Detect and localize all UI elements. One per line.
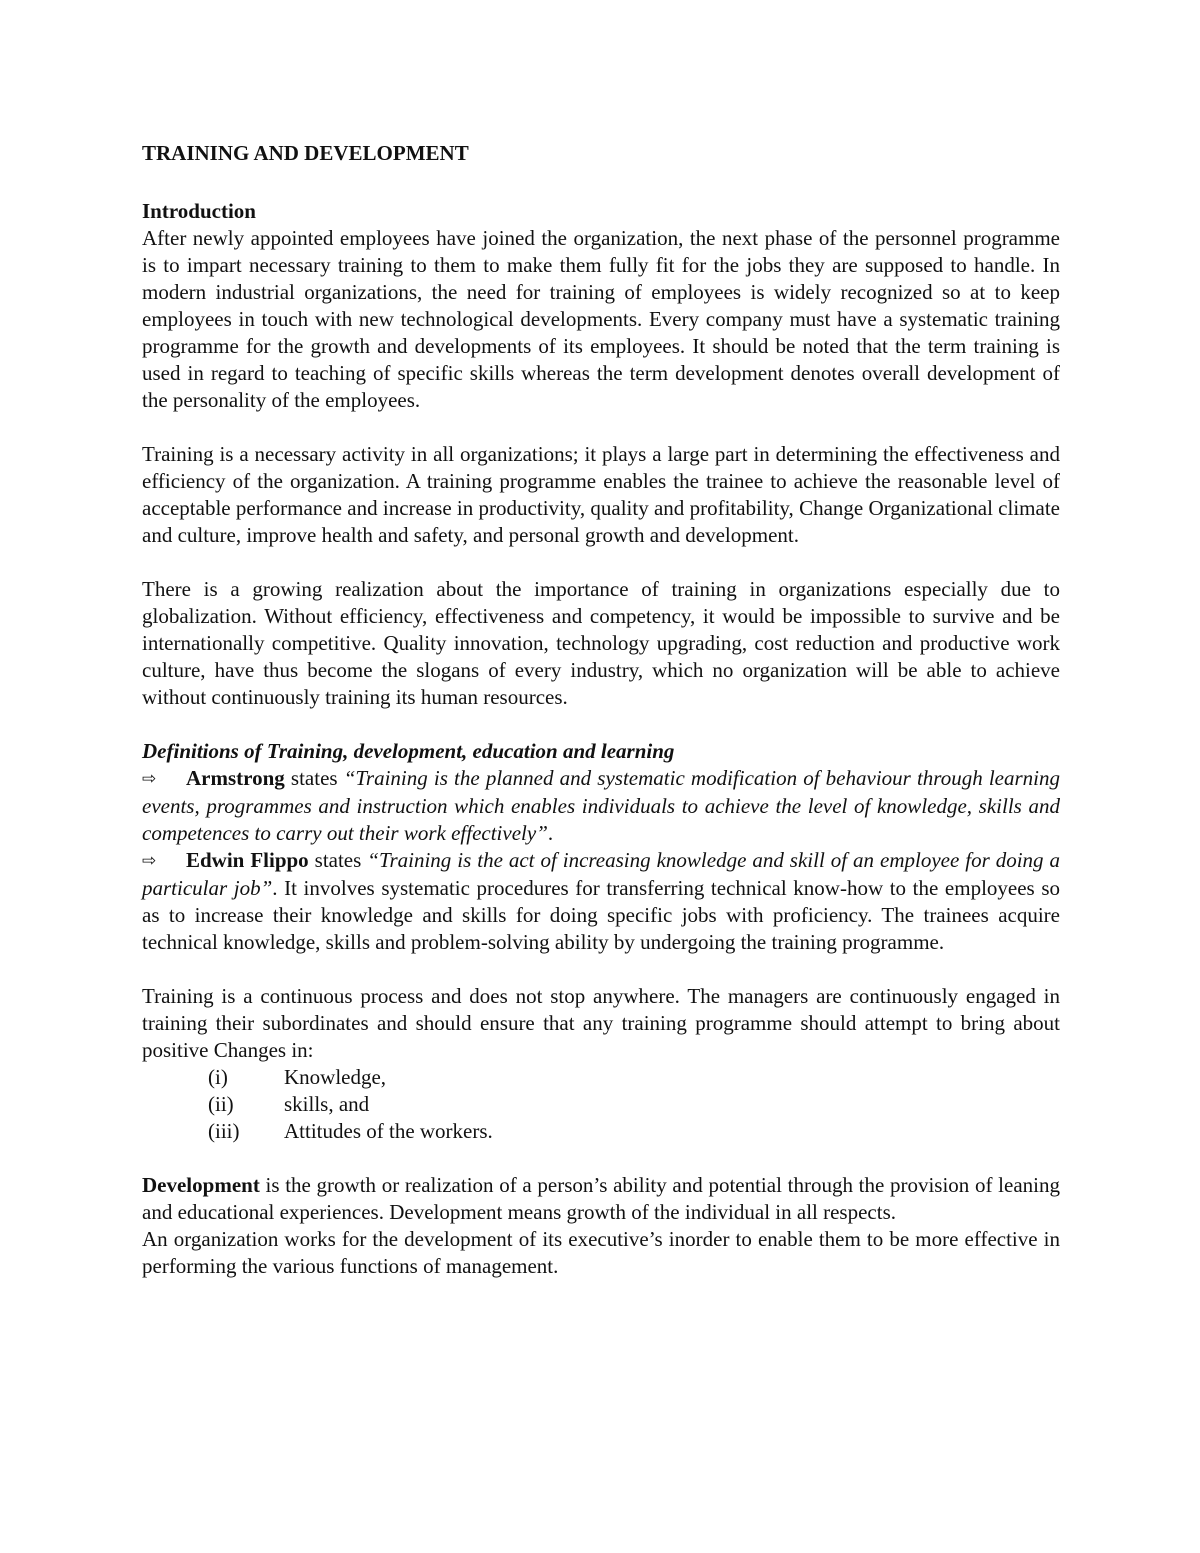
- changes-list: [142, 1064, 1060, 1145]
- list-marker: (ii): [208, 1092, 234, 1116]
- document-page: [142, 140, 1060, 1280]
- list-item-text: Attitudes of the workers.: [284, 1119, 493, 1143]
- definition-armstrong: [142, 765, 1060, 847]
- definition-verb: states: [284, 766, 344, 790]
- introduction-paragraph: After newly appointed employees have joined the organization, the next phase of the personnel programme is to impart necessary training to them to make them fully fit for the jobs they are supposed to handle. In modern industrial organizations, the need for training of employees is widely recognized so at to keep employees in touch with new technological developments. Every company must have a systematic training programme for the growth and developments of its employees. It should be noted that the term training is used in regard to teaching of specific skills whereas the term development denotes overall development of the personality of the employees.: [142, 226, 1060, 412]
- paragraph-spacer: [142, 549, 1060, 576]
- definition-quote: “Training is the act of increasing knowledge and skill of an employee for doing a particular job”: [142, 848, 1061, 900]
- definition-flippo: [142, 847, 1060, 956]
- introduction-heading: Introduction: [142, 199, 256, 223]
- definition-quote: “Training is the planned and systematic modification of behaviour through learning events, programmes and instruction which enables individuals to achieve the level of knowledge, skills and competences to carry out their work effectively”: [142, 766, 1061, 845]
- development-paragraph: [142, 1172, 1060, 1226]
- paragraph-spacer: [142, 956, 1060, 983]
- list-item: [142, 1091, 1060, 1118]
- training-necessity-paragraph: Training is a necessary activity in all organizations; it plays a large part in determining the effectiveness and efficiency of the organization. A training programme enables the trainee to achieve the reasonable level of acceptable performance and increase in productivity, quality and profitability, Change Organizational climate and culture, improve health and safety, and personal growth and development.: [142, 442, 1060, 547]
- paragraph-spacer: [142, 711, 1060, 738]
- document-title: TRAINING AND DEVELOPMENT: [142, 141, 469, 165]
- continuous-process-paragraph: Training is a continuous process and does not stop anywhere. The managers are continuously engaged in training their subordinates and should ensure that any training programme should attempt to bring about positive Changes in:: [142, 984, 1060, 1062]
- list-item: [142, 1064, 1060, 1091]
- arrow-right-icon: ⇨: [142, 769, 157, 789]
- list-marker: (iii): [208, 1119, 240, 1143]
- definition-author: Armstrong: [186, 766, 285, 790]
- list-item-text: Knowledge,: [284, 1065, 387, 1089]
- paragraph-spacer: [142, 414, 1060, 441]
- list-item: [142, 1118, 1060, 1145]
- development-definition: is the growth or realization of a person’s ability and potential through the provision of leaning and educational experiences. Development means growth of the individual in all respects.: [142, 1173, 1060, 1224]
- definitions-heading: Definitions of Training, development, education and learning: [142, 739, 675, 763]
- definition-author: Edwin Flippo: [186, 848, 309, 872]
- definition-after: . It involves systematic procedures for transferring technical know-how to the employees so as to increase their knowledge and skills for doing specific jobs with proficiency. The trainees acquire technical knowledge, skills and problem-solving ability by undergoing the training programme.: [142, 876, 1060, 954]
- globalization-paragraph: There is a growing realization about the importance of training in organizations especially due to globalization. Without efficiency, effectiveness and competency, it would be impossible to survive and be internationally competitive. Quality innovation, technology upgrading, cost reduction and productive work culture, have thus become the slogans of every industry, which no organization will be able to achieve without continuously training its human resources.: [142, 577, 1060, 709]
- paragraph-spacer: [142, 1145, 1060, 1172]
- definition-after: .: [547, 821, 554, 845]
- definition-verb: states: [308, 848, 368, 872]
- development-closing-paragraph: An organization works for the development of its executive’s inorder to enable them to be more effective in performing the various functions of management.: [142, 1227, 1060, 1278]
- arrow-right-icon: ⇨: [142, 851, 157, 871]
- development-term: Development: [142, 1173, 260, 1197]
- list-marker: (i): [208, 1065, 228, 1089]
- list-item-text: skills, and: [284, 1092, 370, 1116]
